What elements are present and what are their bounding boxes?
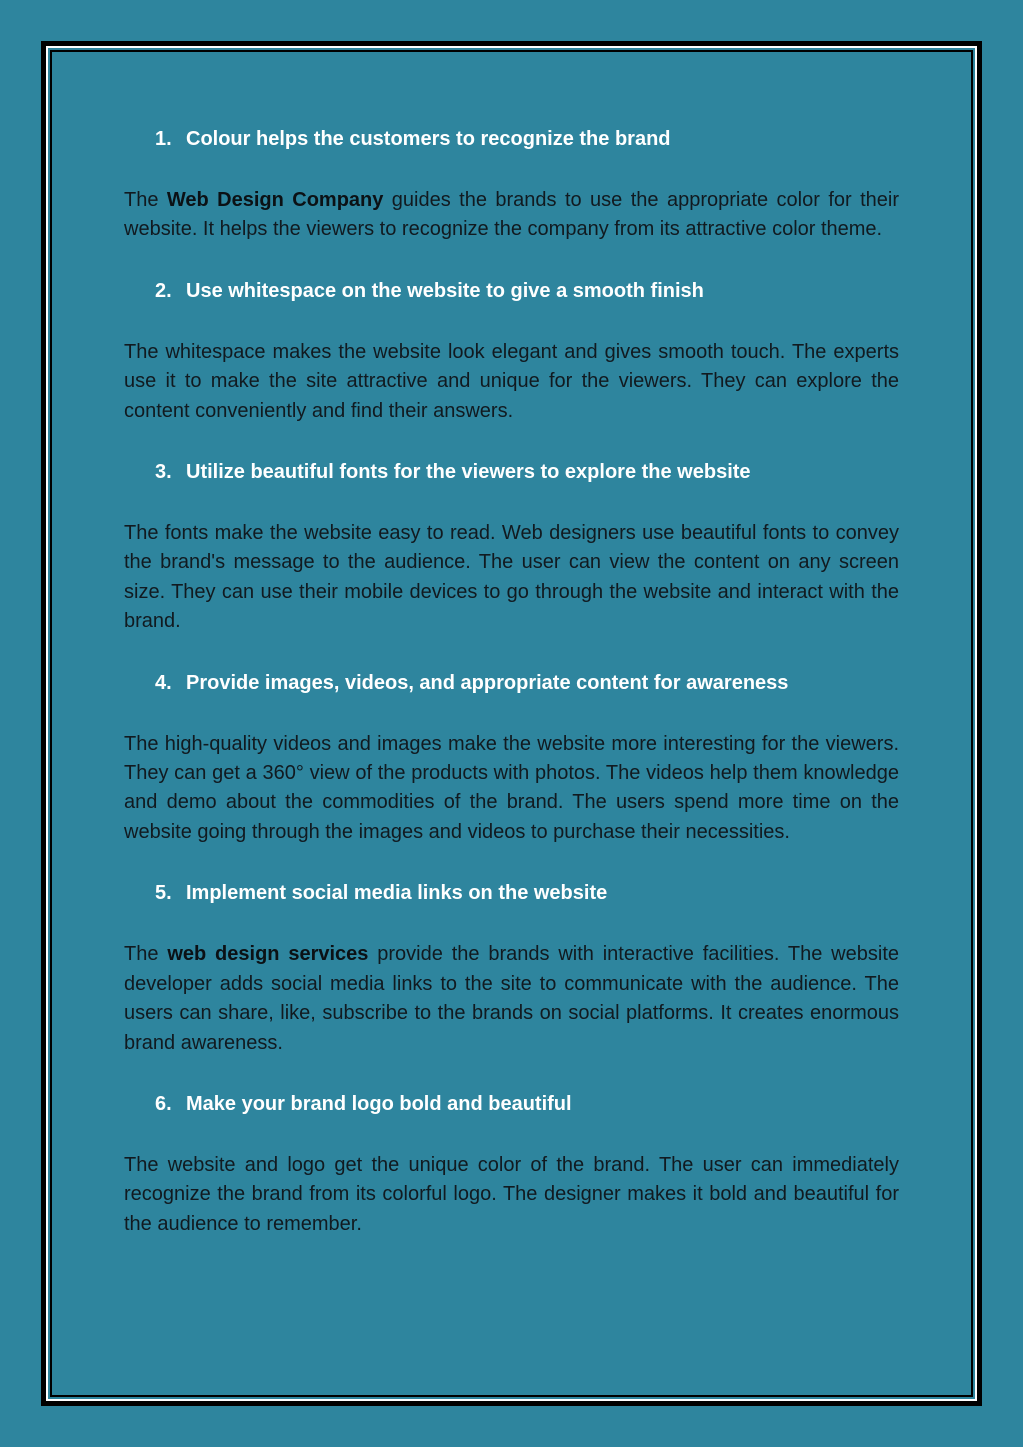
section-paragraph-4: The high-quality videos and images make the website more interesting for the viewers. They can get a 360° view of the products with photos. The videos help them knowledge and demo about the commodities of the brand. The users spend more time on the website going through the images and videos to purchase their necessities.: [124, 732, 899, 843]
document-content: [124, 122, 899, 1268]
section-heading-4: [124, 666, 899, 700]
section-number: 6.: [155, 1092, 172, 1115]
paragraph-text: guides the brands to use the appropriate color for their website. It helps the viewers to recognize the company from its attractive color theme.: [124, 189, 899, 241]
section-paragraph-2: The whitespace makes the website look elegant and gives smooth touch. The experts use it to make the site attractive and unique for the viewers. They can explore the content conveniently and find their answers.: [124, 340, 899, 422]
section-heading-text: Implement social media links on the website: [186, 882, 608, 905]
web-design-services-link[interactable]: web design services: [167, 943, 369, 966]
web-design-company-link[interactable]: Web Design Company: [166, 189, 384, 211]
section-heading-text: Colour helps the customers to recognize the brand: [186, 128, 671, 150]
section-number: 4.: [155, 671, 172, 694]
section-paragraph-6: The website and logo get the unique color of the brand. The user can immediately recognize the brand from its colorful logo. The designer makes it bold and beautiful for the audience to remember.: [124, 1153, 899, 1235]
section-number: 5.: [155, 882, 172, 905]
section-heading-5: [124, 876, 899, 910]
section-heading-6: [124, 1087, 899, 1121]
paragraph-text: The: [124, 943, 168, 966]
section-heading-text: Make your brand logo bold and beautiful: [186, 1092, 572, 1115]
section-heading-3: [124, 455, 899, 489]
paragraph-text: provide the brands with interactive facilities. The website developer adds social media links to the site to communicate with the audience. The users can share, like, subscribe to the brands on social platforms. It creates enormous brand awareness.: [124, 943, 899, 1054]
section-paragraph-3: The fonts make the website easy to read. Web designers use beautiful fonts to convey the brand's message to the audience. The user can view the content on any screen size. They can use their mobile devices to go through the website and interact with the brand.: [124, 522, 899, 633]
section-paragraph-5: [124, 940, 899, 1058]
section-paragraph-1: [124, 186, 899, 245]
section-heading-1: [124, 122, 899, 156]
section-number: 1.: [155, 128, 172, 150]
section-heading-2: [124, 274, 899, 308]
section-number: 2.: [155, 279, 172, 302]
section-number: 3.: [155, 461, 172, 484]
section-heading-text: Use whitespace on the website to give a smooth finish: [186, 279, 704, 302]
section-heading-text: Provide images, videos, and appropriate content for awareness: [186, 671, 789, 694]
section-heading-text: Utilize beautiful fonts for the viewers to explore the website: [186, 461, 751, 484]
paragraph-text: The: [124, 189, 167, 211]
